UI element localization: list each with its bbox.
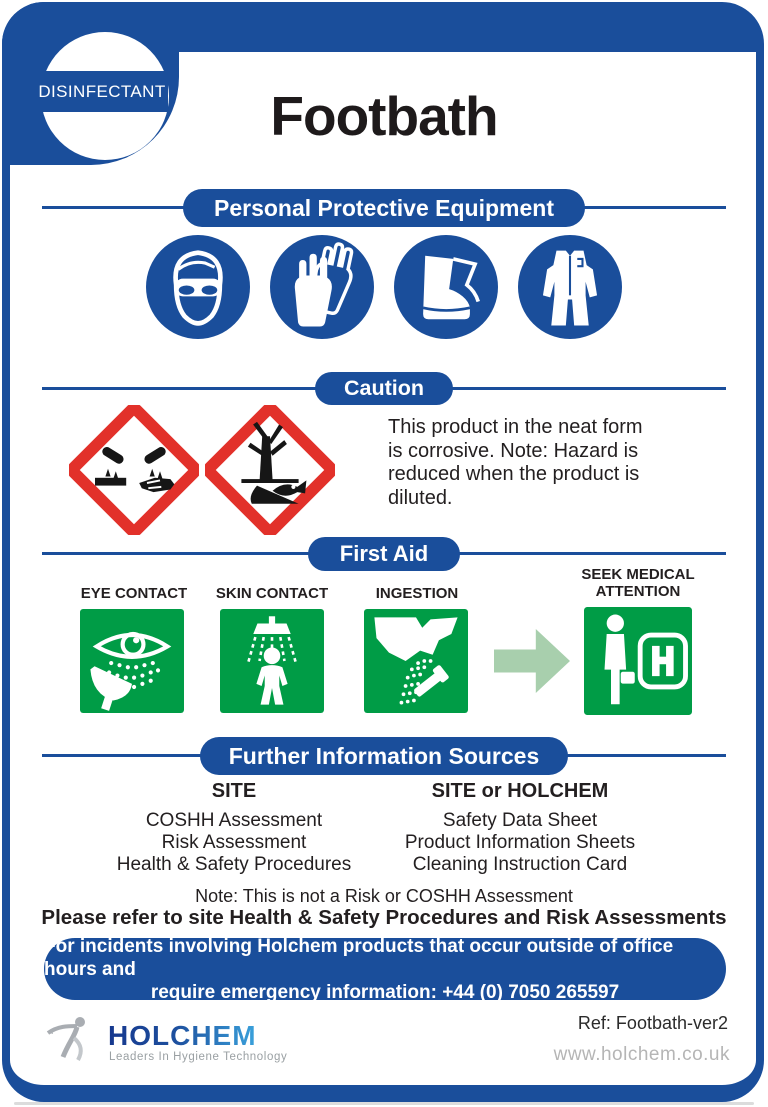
column-item: Health & Safety Procedures xyxy=(116,854,352,875)
holchem-tagline: Leaders In Hygiene Technology xyxy=(109,1051,288,1063)
website-url: www.holchem.co.uk xyxy=(553,1044,730,1065)
column-item: COSHH Assessment xyxy=(145,810,323,831)
column-item: Product Information Sheets xyxy=(404,832,636,853)
first-aid-label-skin-contact: SKIN CONTACT xyxy=(215,585,329,602)
holchem-figure-icon xyxy=(44,1014,106,1064)
emergency-banner xyxy=(44,935,726,1003)
assessment-note: Note: This is not a Risk or COSHH Assessment xyxy=(195,886,573,906)
emergency-line-2: require emergency information: +44 (0) 7050 265597 xyxy=(150,981,620,1003)
first-aid-label-eye-contact: EYE CONTACT xyxy=(80,585,188,602)
protective-clothing-icon xyxy=(518,235,622,339)
eye-protection-icon xyxy=(146,235,250,339)
badge-label: DISINFECTANT xyxy=(36,71,168,112)
safety-boots-icon xyxy=(394,235,498,339)
column-item: Cleaning Instruction Card xyxy=(412,854,628,875)
emergency-line-1: For incidents involving Holchem products that occur outside of office hours and xyxy=(44,935,674,980)
further-info-column-site-or-holchem xyxy=(375,780,665,876)
section-header-further-info: Further Information Sources xyxy=(200,737,568,775)
reference-code: Ref: Footbath-ver2 xyxy=(577,1013,728,1033)
further-info-column-site xyxy=(94,780,374,876)
column-item: Risk Assessment xyxy=(161,832,307,853)
environmental-hazard-icon xyxy=(205,405,335,535)
column-item: Safety Data Sheet xyxy=(442,810,598,831)
rinse-mouth-icon xyxy=(364,607,468,715)
assessment-note-bold: Please refer to site Health & Safety Procedures and Risk Assessments xyxy=(41,906,727,929)
caution-text: This product in the neat form is corrosive. Note: Hazard is reduced when the product is diluted. xyxy=(388,416,643,509)
protective-gloves-icon xyxy=(270,235,374,339)
first-aid-label-ingestion: INGESTION xyxy=(375,585,459,602)
ghs-pictogram-row xyxy=(69,405,335,535)
safety-shower-icon xyxy=(220,607,324,715)
section-header-caution: Caution xyxy=(315,372,453,405)
column-title: SITE or HOLCHEM xyxy=(431,780,609,802)
section-header-ppe: Personal Protective Equipment xyxy=(183,189,585,227)
ppe-icon-row xyxy=(0,235,768,339)
section-header-first-aid: First Aid xyxy=(308,537,460,571)
holchem-logo: HOLCHEM xyxy=(108,1020,257,1051)
column-title: SITE xyxy=(211,780,257,802)
seek-medical-icon xyxy=(582,607,694,715)
corrosive-icon xyxy=(69,405,199,535)
first-aid-label-seek-medical: SEEK MEDICAL ATTENTION xyxy=(581,566,695,600)
eye-wash-icon xyxy=(80,607,184,715)
page-title: Footbath xyxy=(270,85,498,147)
bottom-shadow xyxy=(14,1102,754,1105)
